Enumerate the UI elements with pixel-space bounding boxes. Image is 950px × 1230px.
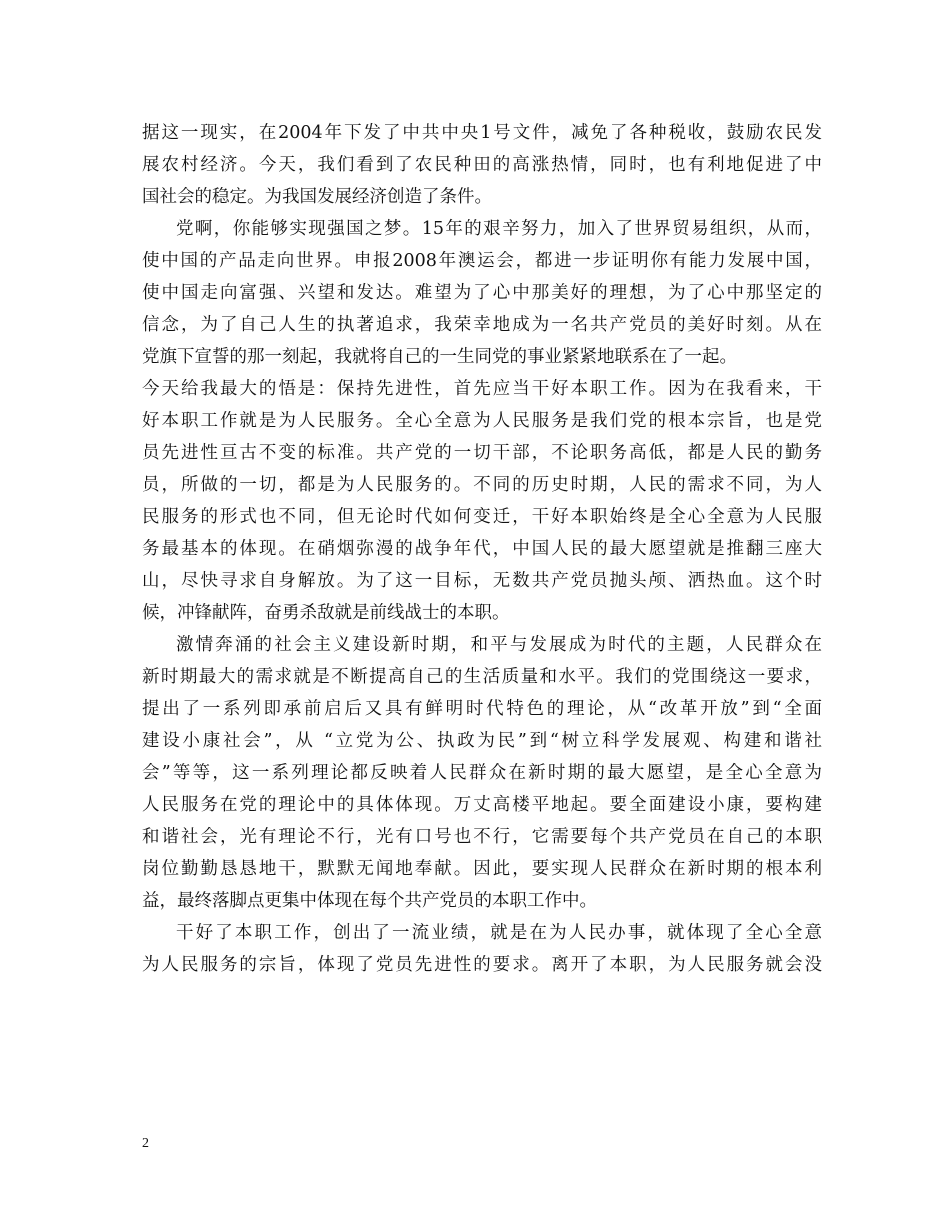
text-line: 民服务的形式也不同，但无论时代如何变迁，干好本职始终是全心全意为人民服 [142, 507, 822, 527]
text-line: 据这一现实，在2004年下发了中共中央1号文件，减免了各种税收，鼓励农民发 [142, 123, 822, 143]
text-line: 为人民服务的宗旨，体现了党员先进性的要求。离开了本职，为人民服务就会没 [142, 955, 822, 975]
text-line: 新时期最大的需求就是不断提高自己的生活质量和水平。我们的党围绕这一要求， [142, 667, 822, 687]
text-line: 和谐社会，光有理论不行，光有口号也不行，它需要每个共产党员在自己的本职 [142, 827, 822, 847]
page-number: 2 [142, 1136, 149, 1151]
text-line: 国社会的稳定。为我国发展经济创造了条件。 [142, 187, 492, 207]
text-line: 党旗下宣誓的那一刻起，我就将自己的一生同党的事业紧紧地联系在了一起。 [142, 347, 737, 367]
text-line: 员，所做的一切，都是为人民服务的。不同的历史时期，人民的需求不同，为人 [142, 475, 822, 495]
text-line: 山，尽快寻求自身解放。为了这一目标，无数共产党员抛头颅、洒热血。这个时 [142, 571, 822, 591]
text-line: 激情奔涌的社会主义建设新时期，和平与发展成为时代的主题，人民群众在 [176, 635, 822, 655]
text-line: 今天给我最大的悟是：保持先进性，首先应当干好本职工作。因为在我看来，干 [142, 379, 822, 399]
text-line: 人民服务在党的理论中的具体体现。万丈高楼平地起。要全面建设小康，要构建 [142, 795, 822, 815]
text-line: 员先进性亘古不变的标准。共产党的一切干部，不论职务高低，都是人民的勤务 [142, 443, 822, 463]
text-line: 使中国走向富强、兴望和发达。难望为了心中那美好的理想，为了心中那坚定的 [142, 283, 822, 303]
text-line: 使中国的产品走向世界。申报2008年澳运会，都进一步证明你有能力发展中国， [142, 251, 822, 271]
text-line: 务最基本的体现。在硝烟弥漫的战争年代，中国人民的最大愿望就是推翻三座大 [142, 539, 822, 559]
text-line: 提出了一系列即承前启后又具有鲜明时代特色的理论，从“改革开放”到“全面 [142, 699, 822, 719]
text-line: 好本职工作就是为人民服务。全心全意为人民服务是我们党的根本宗旨，也是党 [142, 411, 822, 431]
text-line: 展农村经济。今天，我们看到了农民种田的高涨热情，同时，也有利地促进了中 [142, 155, 822, 175]
text-line: 干好了本职工作，创出了一流业绩，就是在为人民办事，就体现了全心全意 [176, 923, 822, 943]
text-line: 党啊，你能够实现强国之梦。15年的艰辛努力，加入了世界贸易组织，从而， [176, 219, 822, 239]
text-line: 会”等等，这一系列理论都反映着人民群众在新时期的最大愿望，是全心全意为 [142, 763, 822, 783]
text-line: 岗位勤勤恳恳地干，默默无闻地奉献。因此，要实现人民群众在新时期的根本利 [142, 859, 822, 879]
text-line: 益，最终落脚点更集中体现在每个共产党员的本职工作中。 [142, 891, 597, 911]
body-text [142, 117, 822, 981]
text-line: 候，冲锋献阵，奋勇杀敌就是前线战士的本职。 [142, 603, 510, 623]
text-line: 信念，为了自己人生的执著追求，我荣幸地成为一名共产党员的美好时刻。从在 [142, 315, 822, 335]
text-line: 建设小康社会”，从 “立党为公、执政为民”到“树立科学发展观、构建和谐社 [142, 731, 822, 751]
